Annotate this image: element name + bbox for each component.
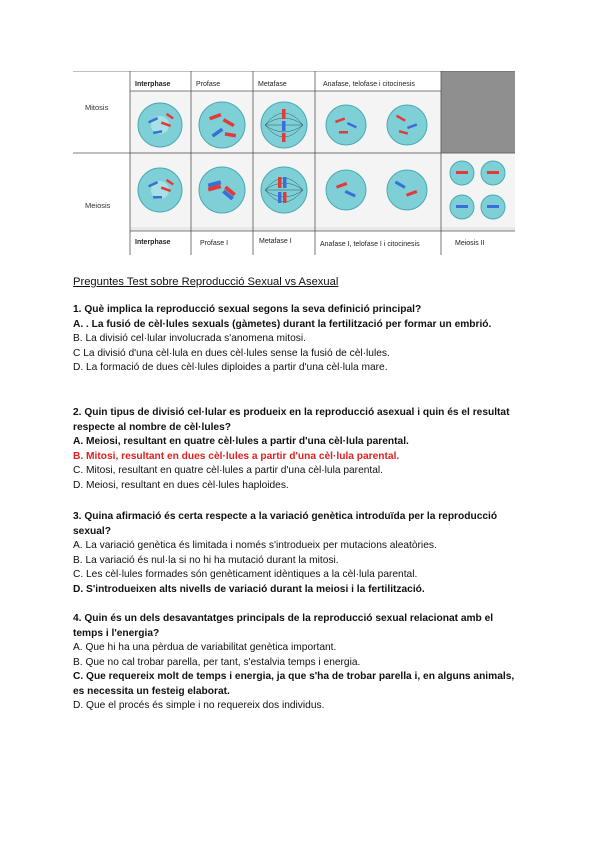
mitosis-metafase-cell (261, 102, 307, 148)
meiosis-interphase-cell (138, 168, 182, 212)
header-profase: Profase (196, 81, 221, 88)
option-b: B. Que no cal trobar parella, per tant, s'estalvia temps i energia. (73, 656, 361, 668)
question-2 (73, 406, 523, 493)
option-b: B. La divisió cel·lular involucrada s'anomena mitosi. (73, 333, 306, 344)
row-label-mitosis: Mitosis (85, 103, 109, 112)
option-a: A. Meiosi, resultant en quatre cèl·lules a partir d'una cèl·lula parental. (73, 436, 409, 447)
mitosis-profase-cell (199, 102, 245, 148)
meiosis-profase-i-cell (199, 167, 245, 213)
header-metafase: Metafase (258, 81, 287, 88)
row-label-meiosis: Meiosis (85, 201, 111, 210)
header-interphase: Interphase (135, 81, 171, 88)
mitosis-daughter-cell-2 (387, 105, 427, 145)
option-c: C. Que requereix molt de temps i energia, ja que s'ha de trobar parella i, en alguns animals, es necessita un festeig elaborat. (73, 671, 515, 697)
option-d: D. Que el procés és simple i no requereix dos individus. (73, 700, 325, 711)
question-1 (73, 303, 523, 376)
meiosis-metafase-i-cell (261, 167, 307, 213)
meiosis-daughter-cell-1 (326, 170, 366, 210)
mitosis-meiosis-figure (73, 71, 515, 255)
question-4 (73, 612, 523, 714)
question-text: 4. Quin és un dels desavantatges principals de la reproducció sexual relacionat amb el temps i l'energia? (73, 613, 494, 639)
footer-metafase-i: Metafase I (259, 238, 292, 245)
question-text: 3. Quina afirmació és certa respecte a la variació genètica introduïda per la reproducció sexual? (73, 511, 498, 537)
footer-anafase-i: Anafase I, telofase I i citocinesis (320, 241, 420, 248)
option-b-highlighted: B. Mitosi, resultant en dues cèl·lules a partir d'una cèl·lula parental. (73, 450, 400, 462)
mitosis-daughter-cell-1 (326, 105, 366, 145)
header-anafase: Anafase, telofase i citocinesis (323, 81, 415, 88)
option-b: B. La variació és nul·la si no hi ha mutació durant la mitosi. (73, 554, 339, 566)
option-a: A. . La fusió de cèl·lules sexuals (gàmetes) durant la fertilització per formar un embrió. (73, 318, 492, 330)
option-a: A. La variació genètica és limitada i només s'introdueix per mutacions aleatòries. (73, 540, 437, 551)
option-d: D. La formació de dues cèl·lules diploides a partir d'una cèl·lula mare. (73, 362, 388, 373)
option-c: C. Mitosi, resultant en quatre cèl·lules a partir d'una cèl·lula parental. (73, 465, 383, 476)
page-title: Preguntes Test sobre Reproducció Sexual vs Asexual (73, 276, 339, 288)
meiosis-daughter-cell-2 (387, 170, 427, 210)
option-a: A. Que hi ha una pèrdua de variabilitat genètica important. (73, 642, 337, 653)
mitosis-interphase-cell (138, 103, 182, 147)
footer-meiosis-ii: Meiosis II (455, 240, 485, 247)
option-d: D. Meiosi, resultant en dues cèl·lules haploides. (73, 479, 289, 491)
figure-svg (73, 71, 515, 255)
question-3 (73, 510, 523, 597)
option-c: C. Les cèl·lules formades són genèticament idèntiques a la cèl·lula parental. (73, 569, 418, 580)
option-d: D. S'introdueixen alts nivells de variació durant la meiosi i la fertilització. (73, 583, 425, 595)
footer-profase-i: Profase I (200, 240, 229, 247)
option-c: C La divisió d'una cèl·lula en dues cèl·lules sense la fusió de cèl·lules. (73, 347, 390, 359)
footer-interphase: Interphase (135, 239, 171, 246)
blank-cell (441, 71, 515, 153)
question-text: 1. Què implica la reproducció sexual segons la seva definició principal? (73, 304, 422, 315)
question-text: 2. Quin tipus de divisió cel·lular es produeix en la reproducció asexual i quin és el resultat respecte al nombre de cèl·lules? (73, 407, 510, 433)
